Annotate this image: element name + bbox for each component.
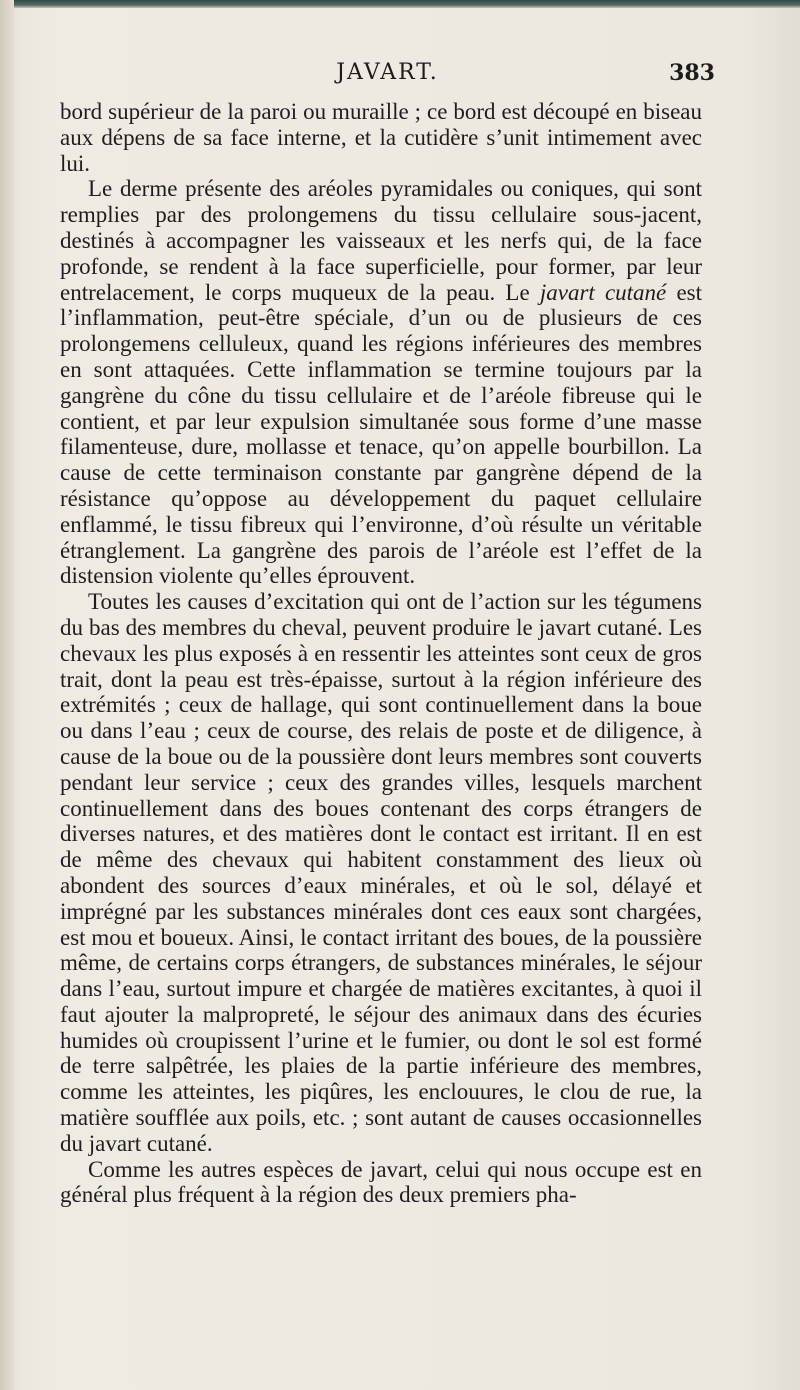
paragraph-1: bord supérieur de la paroi ou muraille ; ce bord est découpé en biseau aux dépens de sa face interne, et la cutidère s’unit intimement avec lui. — [60, 99, 702, 176]
paragraph-2 — [60, 176, 702, 589]
page-number: 383 — [669, 60, 715, 86]
binding-edge — [0, 0, 14, 1390]
term-javart-cutane: javart cutané — [539, 279, 667, 305]
paragraph-3-prefix: Le — [505, 279, 530, 305]
paragraph-5: Comme les autres espèces de javart, celui qui nous occupe est en général plus fréquent à la région des deux premiers pha- — [60, 1156, 702, 1208]
body-text — [60, 99, 702, 1208]
paragraph-4: Toutes les causes d’excitation qui ont de l’action sur les tégumens du bas des membres du cheval, peuvent produire le javart cutané. Les chevaux les plus exposés à en ressentir les atteintes sont ceux de gros trait, dont la peau est très-épaisse, surtout à la région inférieure des extrémités ; ceux de hallage, qui sont continuellement dans la boue ou dans l’eau ; ceux de course, des relais de poste et de diligence, à cause de la boue ou de la poussière dont leurs membres sont couverts pendant leur service ; ceux des grandes villes, lesquels marchent continuellement dans des boues contenant des corps étrangers de diverses natures, et des matières dont le contact est irritant. Il en est de même des chevaux qui habitent constamment des lieux où abondent des sources d’eaux minérales, et où le sol, délayé et imprégné par les substances minérales dont ces eaux sont chargées, est mou et boueux. Ainsi, le contact irritant des boues, de la poussière même, de certains corps étrangers, de substances minérales, le séjour dans l’eau, surtout impure et chargée de matières excitantes, à quoi il faut ajouter la malpropreté, le séjour des animaux dans des écuries humides où croupissent l’urine et le fumier, ou dont le sol est formé de terre salpêtrée, les plaies de la partie inférieure des membres, comme les atteintes, les piqûres, les enclouures, le clou de rue, la matière soufflée aux poils, etc. ; sont autant de causes occasionnelles du javart cutané. — [60, 589, 702, 1156]
page-header — [60, 60, 715, 90]
paragraph-3-text: est l’inflammation, peut-être spéciale, d’un ou de plusieurs de ces prolongemens celluleux, quand les régions inférieures des membres en sont attaquées. Cette inflammation se termine toujours par la gangrène du cône du tissu cellulaire et de l’aréole fibreuse qui le contient, et par leur expulsion simultanée sous forme d’une masse filamenteuse, dure, mollasse et tenace, qu’on appelle bourbillon. La cause de cette terminaison constante par gangrène dépend de la résistance qu’oppose au développement du paquet cellulaire enflammé, le tissu fibreux qui l’environne, d’où résulte un véritable étranglement. La gangrène des parois de l’aréole est l’effet de la distension violente qu’elles éprouvent. — [60, 279, 702, 589]
paragraph-2-text: Le derme présente des aréoles pyramidales ou coniques, qui sont remplies par des prolongemens du tissu cellulaire sous-jacent, destinés à accompagner les vaisseaux et les nerfs qui, de la face profonde, se rendent à la face superficielle, pour former, par leur entrelacement, le corps muqueux de la peau. — [60, 176, 702, 305]
running-title: JAVART. — [336, 60, 439, 85]
page-top-edge — [0, 0, 800, 8]
